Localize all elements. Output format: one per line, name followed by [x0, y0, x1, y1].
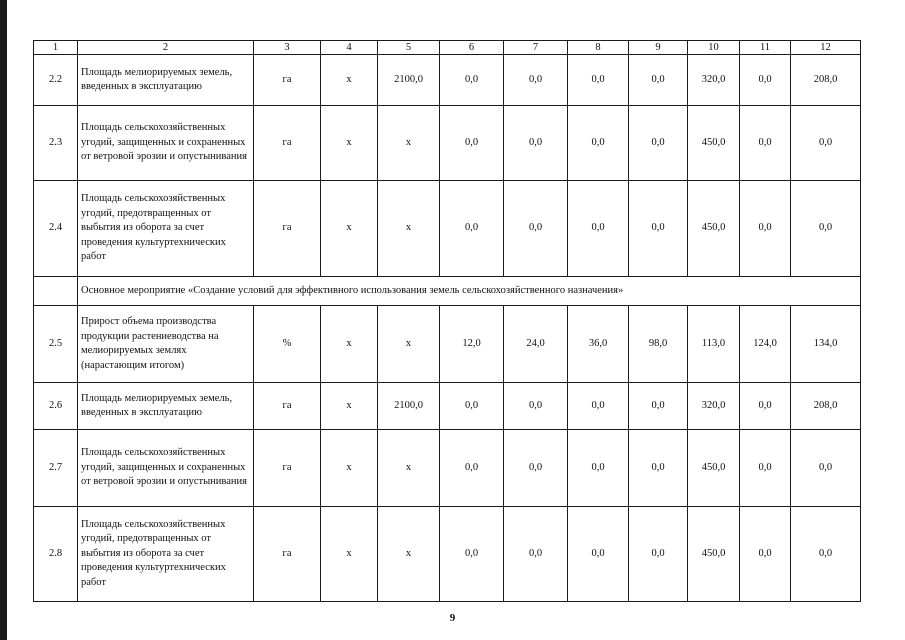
indicator-name: Площадь сельскохозяйственных угодий, защищенных и сохраненных от ветровой эрозии и опустынивания — [78, 430, 254, 507]
value-cell: 0,0 — [629, 383, 688, 430]
value-cell: 0,0 — [504, 181, 568, 277]
value-cell: 0,0 — [791, 181, 861, 277]
value-cell: х — [321, 181, 378, 277]
table-row — [34, 430, 861, 507]
value-cell: 0,0 — [440, 507, 504, 602]
header-cell: 11 — [740, 41, 791, 55]
value-cell: 0,0 — [629, 430, 688, 507]
unit-cell: га — [254, 55, 321, 106]
page-number: 9 — [449, 612, 456, 624]
row-number: 2.5 — [34, 306, 78, 383]
header-cell: 7 — [504, 41, 568, 55]
section-number-cell — [34, 277, 78, 306]
value-cell: 0,0 — [629, 181, 688, 277]
table-row — [34, 106, 861, 181]
value-cell: 0,0 — [740, 106, 791, 181]
value-cell: 2100,0 — [378, 383, 440, 430]
value-cell: 320,0 — [688, 383, 740, 430]
value-cell: х — [378, 181, 440, 277]
value-cell: х — [378, 507, 440, 602]
unit-cell: га — [254, 106, 321, 181]
value-cell: 320,0 — [688, 55, 740, 106]
row-number: 2.6 — [34, 383, 78, 430]
value-cell: 0,0 — [629, 507, 688, 602]
value-cell: х — [378, 306, 440, 383]
value-cell: х — [321, 106, 378, 181]
value-cell: 0,0 — [791, 106, 861, 181]
scan-edge-shadow — [0, 0, 7, 640]
value-cell: 134,0 — [791, 306, 861, 383]
value-cell: 0,0 — [440, 430, 504, 507]
unit-cell: га — [254, 181, 321, 277]
table-row — [34, 383, 861, 430]
value-cell: х — [321, 430, 378, 507]
indicator-name: Площадь сельскохозяйственных угодий, предотвращенных от выбытия из оборота за счет проведения культуртехнических работ — [78, 181, 254, 277]
value-cell: 0,0 — [568, 55, 629, 106]
table-header-row — [34, 41, 861, 55]
value-cell: 0,0 — [440, 55, 504, 106]
value-cell: 113,0 — [688, 306, 740, 383]
value-cell: 0,0 — [504, 55, 568, 106]
value-cell: 450,0 — [688, 181, 740, 277]
value-cell: 0,0 — [440, 106, 504, 181]
header-cell: 8 — [568, 41, 629, 55]
unit-cell: га — [254, 507, 321, 602]
indicator-name: Прирост объема производства продукции растениеводства на мелиорируемых землях (нарастающим итогом) — [78, 306, 254, 383]
value-cell: 0,0 — [568, 181, 629, 277]
indicators-table — [33, 40, 861, 602]
unit-cell: га — [254, 383, 321, 430]
row-number: 2.3 — [34, 106, 78, 181]
value-cell: х — [321, 306, 378, 383]
row-number: 2.7 — [34, 430, 78, 507]
value-cell: 0,0 — [791, 430, 861, 507]
row-number: 2.2 — [34, 55, 78, 106]
value-cell: 450,0 — [688, 430, 740, 507]
value-cell: 0,0 — [504, 383, 568, 430]
header-cell: 12 — [791, 41, 861, 55]
value-cell: 0,0 — [504, 507, 568, 602]
value-cell: 12,0 — [440, 306, 504, 383]
value-cell: х — [321, 55, 378, 106]
indicator-name: Площадь мелиорируемых земель, введенных в эксплуатацию — [78, 383, 254, 430]
value-cell: 36,0 — [568, 306, 629, 383]
value-cell: 0,0 — [629, 55, 688, 106]
value-cell: 98,0 — [629, 306, 688, 383]
header-cell: 1 — [34, 41, 78, 55]
value-cell: х — [378, 430, 440, 507]
value-cell: 2100,0 — [378, 55, 440, 106]
value-cell: 0,0 — [568, 383, 629, 430]
header-cell: 4 — [321, 41, 378, 55]
section-row — [34, 277, 861, 306]
value-cell: 0,0 — [568, 430, 629, 507]
value-cell: 0,0 — [568, 507, 629, 602]
table-row — [34, 181, 861, 277]
indicator-name: Площадь мелиорируемых земель, введенных в эксплуатацию — [78, 55, 254, 106]
value-cell: х — [321, 383, 378, 430]
value-cell: 0,0 — [440, 383, 504, 430]
header-cell: 9 — [629, 41, 688, 55]
value-cell: 450,0 — [688, 106, 740, 181]
indicator-name: Площадь сельскохозяйственных угодий, защищенных и сохраненных от ветровой эрозии и опустынивания — [78, 106, 254, 181]
value-cell: 0,0 — [440, 181, 504, 277]
value-cell: 450,0 — [688, 507, 740, 602]
section-title: Основное мероприятие «Создание условий для эффективного использования земель сельскохозяйственного назначения» — [78, 277, 861, 306]
header-cell: 6 — [440, 41, 504, 55]
value-cell: 0,0 — [504, 430, 568, 507]
value-cell: 0,0 — [740, 181, 791, 277]
value-cell: 0,0 — [740, 383, 791, 430]
value-cell: 0,0 — [791, 507, 861, 602]
table-row — [34, 507, 861, 602]
table-row — [34, 55, 861, 106]
unit-cell: % — [254, 306, 321, 383]
value-cell: 124,0 — [740, 306, 791, 383]
value-cell: 0,0 — [568, 106, 629, 181]
value-cell: 0,0 — [504, 106, 568, 181]
value-cell: 0,0 — [740, 55, 791, 106]
unit-cell: га — [254, 430, 321, 507]
header-cell: 5 — [378, 41, 440, 55]
value-cell: 0,0 — [740, 507, 791, 602]
value-cell: 24,0 — [504, 306, 568, 383]
value-cell: 0,0 — [629, 106, 688, 181]
header-cell: 10 — [688, 41, 740, 55]
value-cell: х — [378, 106, 440, 181]
table-row — [34, 306, 861, 383]
value-cell: х — [321, 507, 378, 602]
header-cell: 2 — [78, 41, 254, 55]
indicator-name: Площадь сельскохозяйственных угодий, предотвращенных от выбытия из оборота за счет проведения культуртехнических работ — [78, 507, 254, 602]
header-cell: 3 — [254, 41, 321, 55]
row-number: 2.4 — [34, 181, 78, 277]
row-number: 2.8 — [34, 507, 78, 602]
value-cell: 0,0 — [740, 430, 791, 507]
value-cell: 208,0 — [791, 383, 861, 430]
value-cell: 208,0 — [791, 55, 861, 106]
